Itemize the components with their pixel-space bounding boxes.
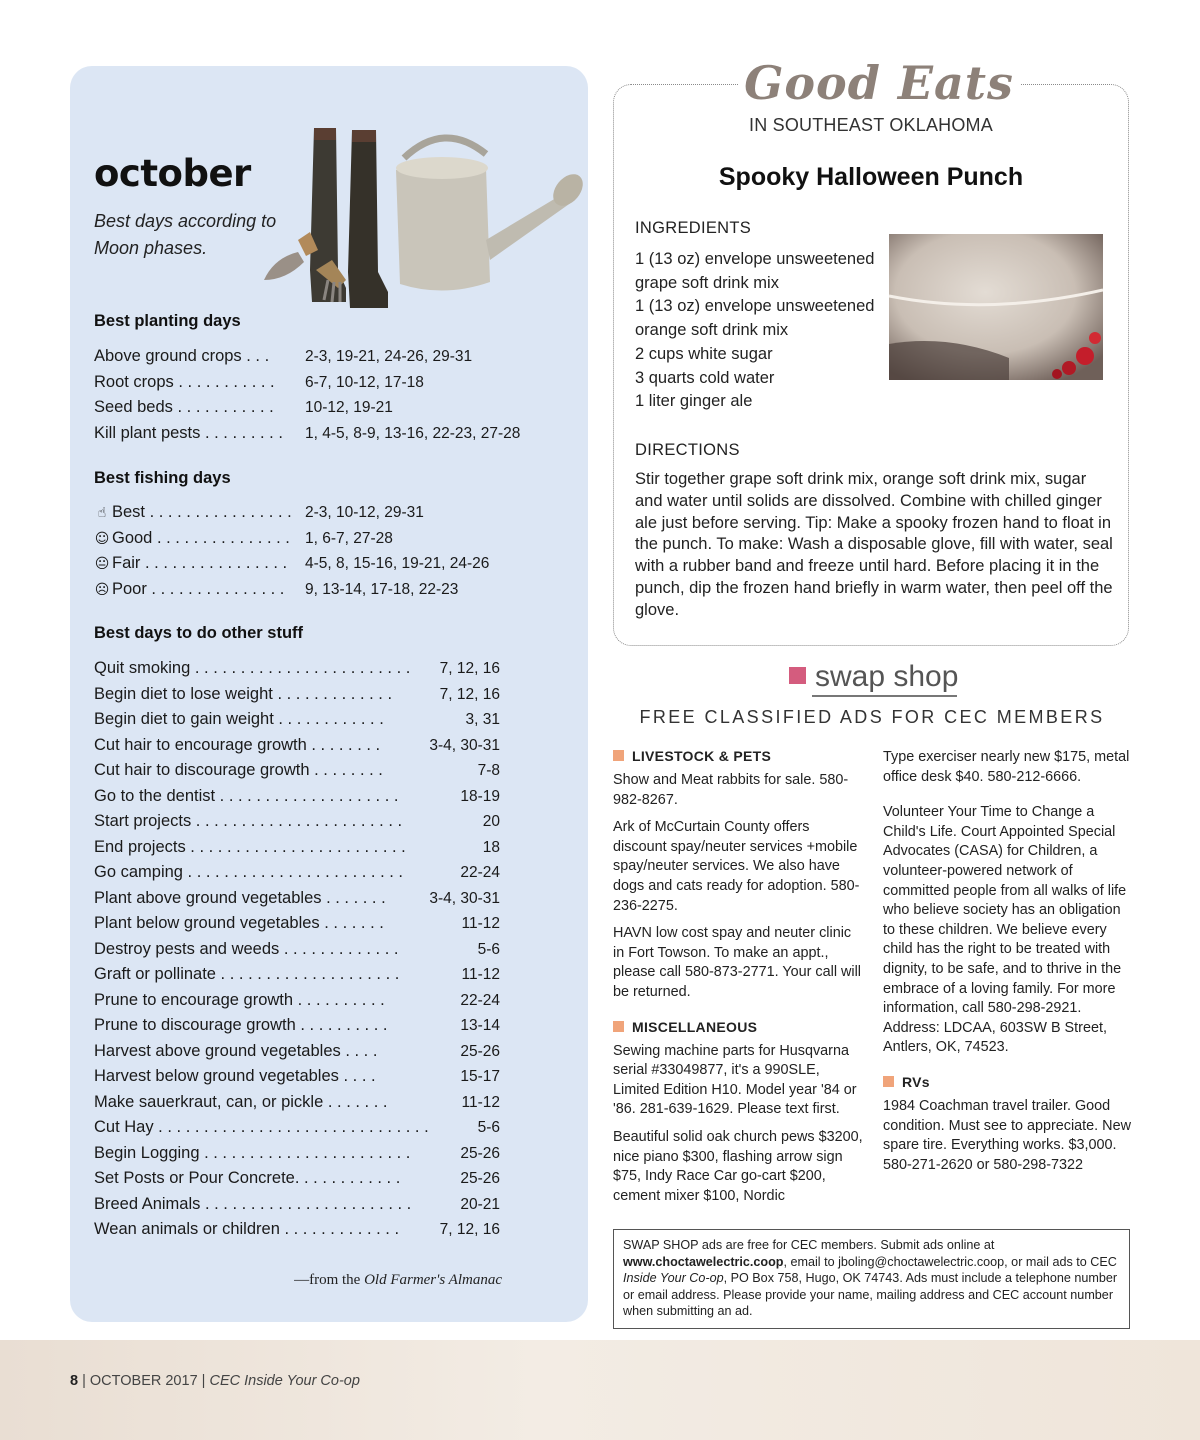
swap-shop-underline [812,695,957,697]
neutral-face-icon: 😐 [94,556,110,572]
other-stuff-table [94,656,500,1243]
other-stuff-row: Start projects . . . . . . . . . . . . . . . . . . . . . . . 20 [94,812,500,830]
other-stuff-row: Cut hair to discourage growth . . . . . . . . 7-8 [94,761,500,779]
other-stuff-row: Begin Logging . . . . . . . . . . . . . . . . . . . . . . . 25-26 [94,1143,500,1162]
smiley-face-icon: ☺ [94,530,110,547]
other-stuff-row: Prune to discourage growth . . . . . . . . . . 13-14 [94,1016,500,1034]
other-stuff-row: Destroy pests and weeds . . . . . . . . . . . . . 5-6 [94,939,500,958]
website-link[interactable]: www.choctawelectric.coop [623,1254,784,1269]
frown-face-icon: ☹ [94,581,110,598]
planting-heading: Best planting days [94,312,241,330]
other-stuff-row: Make sauerkraut, can, or pickle . . . . . . . 11-12 [94,1092,500,1111]
swap-shop-subtitle: FREE CLASSIFIED ADS FOR CEC MEMBERS [639,707,1105,727]
other-stuff-row: Go to the dentist . . . . . . . . . . . . . . . . . . . . 18-19 [94,786,500,805]
category-heading: MISCELLANEOUS [613,1019,865,1035]
ingredient-line: grape soft drink mix [635,273,779,292]
category-heading: LIVESTOCK & PETS [613,748,865,764]
other-stuff-row: Begin diet to lose weight . . . . . . . . . . . . . 7, 12, 16 [94,684,500,703]
other-stuff-row: Go camping . . . . . . . . . . . . . . . . . . . . . . . . 22-24 [94,863,500,881]
classified-ad: Type exerciser nearly new $175, metal office desk $40. 580-212-6666. [883,749,1130,785]
recipe-title: Spooky Halloween Punch [718,163,1024,191]
footer: 8 | OCTOBER 2017 | CEC Inside Your Co-op [70,1373,360,1389]
category-heading: RVs [883,1074,1135,1090]
directions-heading: DIRECTIONS [635,441,740,459]
other-stuff-row: Breed Animals . . . . . . . . . . . . . . . . . . . . . . . 20-21 [94,1194,500,1213]
moon-calendar-panel: october Best days according to Moon phases. Best planting days Above ground crops . . . 2-3, 19-21, 24-26, 29-31 Root crops . . . . . . . . . . . 6-7, 10-12, 17-18 Seed beds . . . . . . . . . . . 10-12, 19-21 Kill plant pests . . . . . . . . . 1, 4-5, 8-9, 13-16, 22-23, 27-28 Best fishing days ☝ Best . . . . . . . . . . . . . . . . 2-3, 10-12, 29-31 ☺ Good . . . . . . . . . . . . . . . 1, 6-7, 27-28 😐 Fair . . . . . . . . . . . . . . . . 4-5, 8, 15-16, 19-21, 24-26 ☹ Poor . . . . . . . . . . . . . . . 9, 13-14, 17-18, 22-23 Best days to do other stuff Quit smoking . . . . . . . . . . . . . . . . . . . . . . . . 7, 12, 16 Begin diet to lose weight . . . . . . . . . . . . . 7, 12, 16 Begin diet to gain weight . . . . . . . . . . . . 3, 31 Cut hair to encourage growth . . . . . . . . 3-4, 30-31 Cut hair to discourage growth . . . . . . . . 7-8 Go to the dentist . . . . . . . . . . . . . . . . . . . . 18-19 Start projects . . . . . . . . . . . . . . . . . . . . . . . 20 End projects . . . . . . . . . . . . . . . . . . . . . . . . 18 Go camping . . . . . . . . . . . . . . . . . . . . . . . . 22-24 Plant above ground vegetables . . . . . . . 3-4, 30-31 Plant below ground vegetables . . . . . . . 11-12 Destroy pests and weeds . . . . . . . . . . . . . 5-6 Graft or pollinate . . . . . . . . . . . . . . . . . . . . 11-12 Prune to encourage growth . . . . . . . . . . 22-24 Prune to discourage growth . . . . . . . . . . 13-14 Harvest above ground vegetables . . . . 25-26 Harvest below ground vegetables . . . . 15-17 Make sauerkraut, can, or pickle . . . . . . . 11-12 Cut Hay . . . . . . . . . . . . . . . . . . . . . . . . . . . . . . 5-6 Begin Logging . . . . . . . . . . . . . . . . . . . . . . . 25-26 Set Posts or Pour Concrete. . . . . . . . . . . . 25-26 Breed Animals . . . . . . . . . . . . . . . . . . . . . . . 20-21 Wean animals or children . . . . . . . . . . . . . 7, 12, 16 —from the Old Farmer's Almanac [70,66,588,1322]
classified-ad: Sewing machine parts for Husqvarna serial #33049877, it's a 990SLE, Limited Edition H10. Model year '84 or '86. 281-639-1629. Please text first. [613,1042,857,1118]
other-stuff-row: Wean animals or children . . . . . . . . . . . . . 7, 12, 16 [94,1220,500,1238]
other-stuff-row: Plant above ground vegetables . . . . . . . 3-4, 30-31 [94,888,500,907]
ingredient-line: 1 (13 oz) envelope unsweetened [635,250,875,268]
other-stuff-row: Cut Hay . . . . . . . . . . . . . . . . . . . . . . . . . . . . . . 5-6 [94,1118,500,1136]
good-eats-subtitle: IN SOUTHEAST OKLAHOMA [749,115,993,135]
ads-column-right [883,748,1135,1183]
orange-square-icon [883,1076,894,1087]
other-stuff-row: Cut hair to encourage growth . . . . . . . . 3-4, 30-31 [94,735,500,754]
almanac-credit: —from the Old Farmer's Almanac [294,1272,502,1288]
orange-square-icon [613,1021,624,1032]
issue-date: OCTOBER 2017 [89,1373,198,1389]
other-stuff-heading: Best days to do other stuff [94,624,304,642]
classified-ad: Ark of McCurtain County offers discount spay/neuter services +mobile spay/neuter services. We also have dogs and cats ready for adoption. 580-236-2275. [613,819,860,914]
ingredients-heading: INGREDIENTS [635,219,752,237]
classified-ad: Beautiful solid oak church pews $3200, nice piano $300, flashing arrow sign $75, Indy Race Car go-cart $200, cement mixer $100, Nordic [613,1128,863,1204]
boots-watering-can-illustration [254,120,584,360]
ingredient-line: 1 liter ginger ale [635,392,753,411]
swap-shop-title: swap shop [789,660,958,694]
good-eats-logo: Good Eats [738,54,1020,112]
other-stuff-row: Prune to encourage growth . . . . . . . . . . 22-24 [94,990,500,1009]
ads-column-left [613,748,865,1214]
other-stuff-row: Quit smoking . . . . . . . . . . . . . . . . . . . . . . . . 7, 12, 16 [94,659,500,677]
orange-square-icon [613,750,624,761]
page-number: 8 [70,1373,79,1389]
submission-notice: SWAP SHOP ads are free for CEC members. Submit ads online at www.choctawelectric.coop, email to jboling@choctawelectric.coop, or mail ads to CEC Inside Your Co-op, PO Box 758, Hugo, OK 74743. Ads must include a telephone number or email address. Please provide your name, mailing address and CEC account number when submitting an ad. [613,1229,1130,1329]
classified-ad: Show and Meat rabbits for sale. 580-982-8267. [613,772,849,808]
classified-ad: HAVN low cost spay and neuter clinic in Fort Towson. To make an appt., please call 580-873-2771. Your call will be returned. [613,925,861,1000]
ingredient-line: 3 quarts cold water [635,368,775,387]
other-stuff-row: Graft or pollinate . . . . . . . . . . . . . . . . . . . . 11-12 [94,965,500,983]
directions-text: Stir together grape soft drink mix, orange soft drink mix, sugar and water until solids are dissolved. Combine with chilled ginger ale just before serving. Tip: Make a spooky frozen hand to float in the punch. To make: Wash a disposable glove, fill with water, seal with a rubber band and freeze until hard. Before placing it in the punch, dip the frozen hand briefly in warm water, then peel off the glove. [635,470,1113,619]
calendar-subtitle: Best days according to Moon phases. [94,211,277,258]
other-stuff-row: Harvest above ground vegetables . . . . 25-26 [94,1041,500,1060]
ingredient-line: 2 cups white sugar [635,344,773,363]
ingredient-line: 1 (13 oz) envelope unsweetened [635,297,875,316]
classified-ad: Volunteer Your Time to Change a Child's Life. Court Appointed Special Advocates (CASA) for Children, a volunteer-powered network of committed people from all walks of life who believe society has an obligation to these children. We believe every child has the right to be treated with dignity, to be safe, and to thrive in the embrace of a loving family. For more information, call 580-298-2921. Address: LDCAA, 603SW B Street, Antlers, OK, 74523. [883,804,1127,1056]
month-title: october [94,152,251,195]
classified-ad: 1984 Coachman travel trailer. Good condition. Must see to appreciate. New spare tire. Everything works. $3,000. 580-271-2620 or 580-298-7322 [883,1097,1131,1173]
footer-background [0,1340,1200,1440]
other-stuff-row: Begin diet to gain weight . . . . . . . . . . . . 3, 31 [94,710,500,728]
punch-photo [889,234,1103,380]
ingredients-list [635,248,885,414]
fishing-heading: Best fishing days [94,469,231,487]
other-stuff-row: End projects . . . . . . . . . . . . . . . . . . . . . . . . 18 [94,837,500,856]
pink-square-icon [789,667,806,684]
ingredient-line: orange soft drink mix [635,321,789,340]
other-stuff-row: Harvest below ground vegetables . . . . 15-17 [94,1067,500,1085]
other-stuff-row: Plant below ground vegetables . . . . . . . 11-12 [94,914,500,932]
thumbs-up-icon: ☝ [97,505,107,521]
publication-name: CEC Inside Your Co-op [209,1373,360,1389]
other-stuff-row: Set Posts or Pour Concrete. . . . . . . . . . . . 25-26 [94,1169,500,1187]
